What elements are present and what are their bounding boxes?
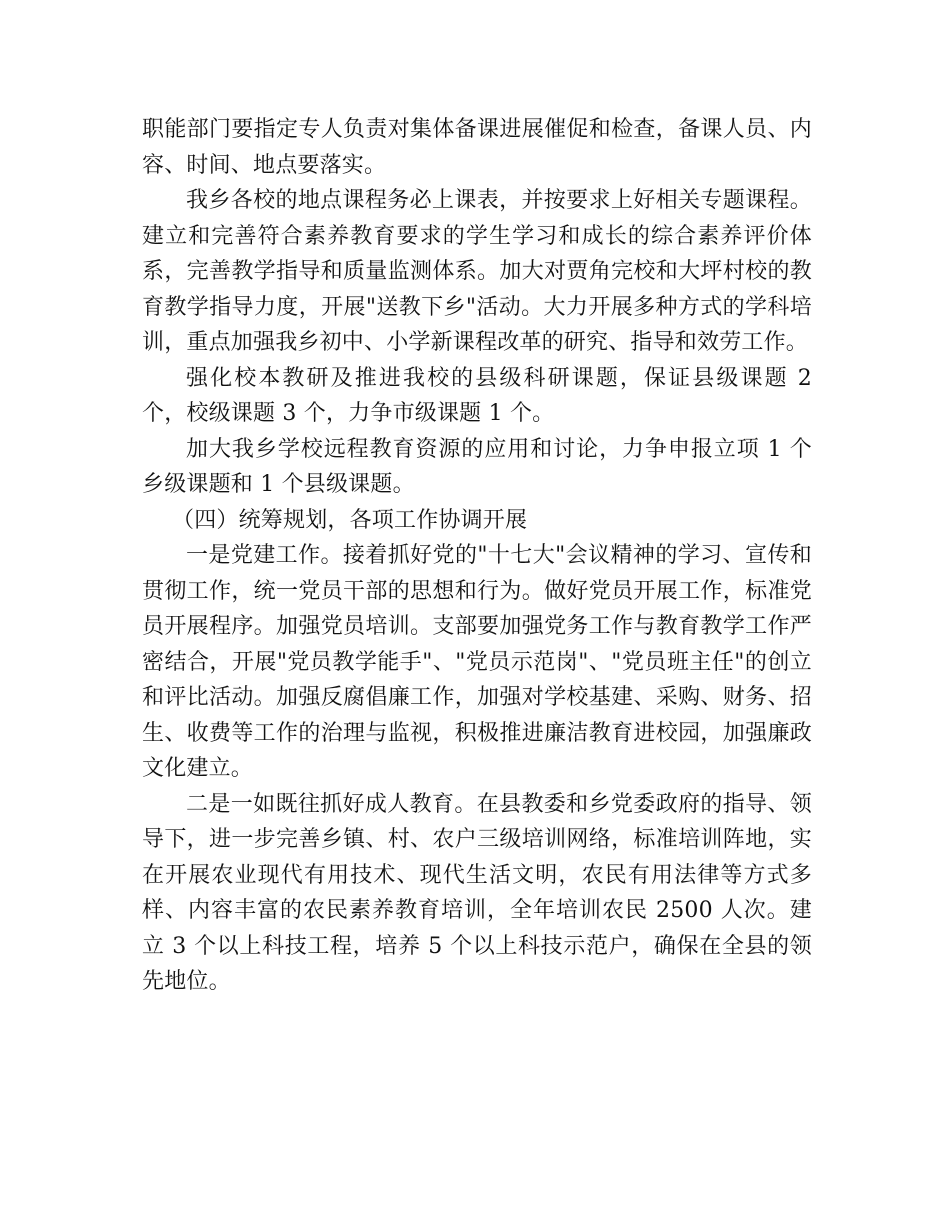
paragraph-local-courses: 我乡各校的地点课程务必上课表，并按要求上好相关专题课程。建立和完善符合素养教育要求的学生学习和成长的综合素养评价体系，完善教学指导和质量监测体系。加大对贾角完校和大坪村校的教育教学指导力度，开展"送教下乡"活动。大力开展多种方式的学科培训，重点加强我乡初中、小学新课程改革的研究、指导和效劳工作。 bbox=[142, 188, 812, 355]
section-heading-four: （四）统筹规划，各项工作协调开展 bbox=[172, 507, 528, 533]
paragraph-research-topics: 强化校本教研及推进我校的县级科研课题，保证县级课题 2 个，校级课题 3 个，力争市级课题 1 个。 bbox=[142, 365, 812, 426]
document-body bbox=[142, 112, 812, 1000]
paragraph-party-building: 一是党建工作。接着抓好党的"十七大"会议精神的学习、宣传和贯彻工作，统一党员干部的思想和行为。做好党员开展工作，标准党员开展程序。加强党员培训。支部要加强党务工作与教育教学工作严密结合，开展"党员教学能手"、"党员示范岗"、"党员班主任"的创立和评比活动。加强反腐倡廉工作，加强对学校基建、采购、财务、招生、收费等工作的治理与监视，积极推进廉洁教育进校园，加强廉政文化建立。 bbox=[142, 543, 812, 781]
paragraph-lesson-prep: 职能部门要指定专人负责对集体备课进展催促和检查，备课人员、内容、时间、地点要落实。 bbox=[142, 117, 812, 178]
paragraph-adult-education: 二是一如既往抓好成人教育。在县教委和乡党委政府的指导、领导下，进一步完善乡镇、村、农户三级培训网络，标准培训阵地，实在开展农业现代有用技术、现代生活文明，农民有用法律等方式多样、内容丰富的农民素养教育培训，全年培训农民 2500 人次。建立 3 个以上科技工程，培养 5 个以上科技示范户，确保在全县的领先地位。 bbox=[142, 791, 812, 994]
paragraph-remote-education: 加大我乡学校远程教育资源的应用和讨论，力争申报立项 1 个乡级课题和 1 个县级课题。 bbox=[142, 436, 812, 497]
